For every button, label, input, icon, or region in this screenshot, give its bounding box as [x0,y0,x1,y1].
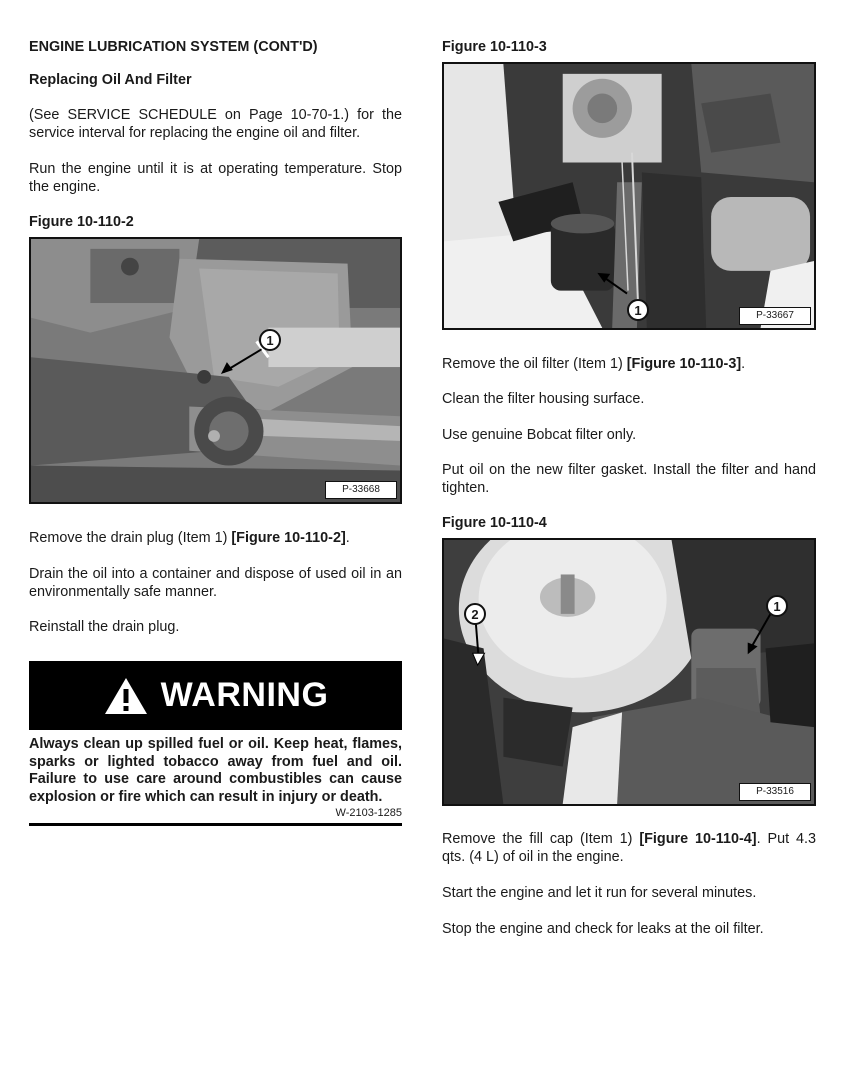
check-leaks-paragraph: Stop the engine and check for leaks at the oil filter. [442,921,764,937]
fill-cap-photo [444,540,814,804]
drain-oil-paragraph: Drain the oil into a container and dispose of used oil in an environmentally safe manner. [29,566,402,600]
start-engine-paragraph: Start the engine and let it run for several minutes. [442,885,757,901]
warning-title: WARNING [160,676,329,714]
section-title: ENGINE LUBRICATION SYSTEM (CONT'D) [29,39,318,55]
reinstall-paragraph: Reinstall the drain plug. [29,619,180,635]
run-engine-paragraph: Run the engine until it is at operating temperature. Stop the engine. [29,161,402,195]
figure-10-110-4-photo [442,538,816,806]
figure-10-110-2-photo [29,237,402,504]
service-schedule-paragraph: (See SERVICE SCHEDULE on Page 10-70-1.) for the service interval for replacing the engine oil and filter. [29,107,402,141]
figure-10-110-3-label: Figure 10-110-3 [442,39,547,55]
remove-drain-plug-paragraph: Remove the drain plug (Item 1) [Figure 10-110-2]. [29,530,350,546]
remove-oil-filter-paragraph: Remove the oil filter (Item 1) [Figure 10-110-3]. [442,356,746,372]
genuine-filter-paragraph: Use genuine Bobcat filter only. [442,427,637,443]
callout-1: 1 [766,595,788,617]
warning-banner [29,661,402,730]
warning-code: W-2103-1285 [335,807,402,819]
warning-text: Always clean up spilled fuel or oil. Keep heat, flames, sparks or lighted tobacco away from fuel and oil. Failure to use care around combustibles can cause explosion or fire which can result in injury or death. [29,736,402,805]
figure-10-110-3-photo [442,62,816,330]
callout-1: 1 [627,299,649,321]
clean-housing-paragraph: Clean the filter housing surface. [442,391,645,407]
oil-filter-photo [444,64,814,328]
figure-p-number: P-33668 [325,481,397,499]
figure-10-110-4-label: Figure 10-110-4 [442,515,547,531]
figure-10-110-2-label: Figure 10-110-2 [29,214,134,230]
subsection-title: Replacing Oil And Filter [29,72,192,88]
figure-p-number: P-33667 [739,307,811,325]
callout-1: 1 [259,329,281,351]
install-filter-paragraph: Put oil on the new filter gasket. Install the filter and hand tighten. [442,462,816,496]
warning-bottom-rule [29,823,402,826]
warning-triangle-icon [103,676,149,716]
remove-fill-cap-paragraph: Remove the fill cap (Item 1) [Figure 10-110-4]. Put 4.3 qts. (4 L) of oil in the engine. [442,831,816,865]
figure-p-number: P-33516 [739,783,811,801]
callout-2: 2 [464,603,486,625]
drain-plug-photo [31,239,400,502]
